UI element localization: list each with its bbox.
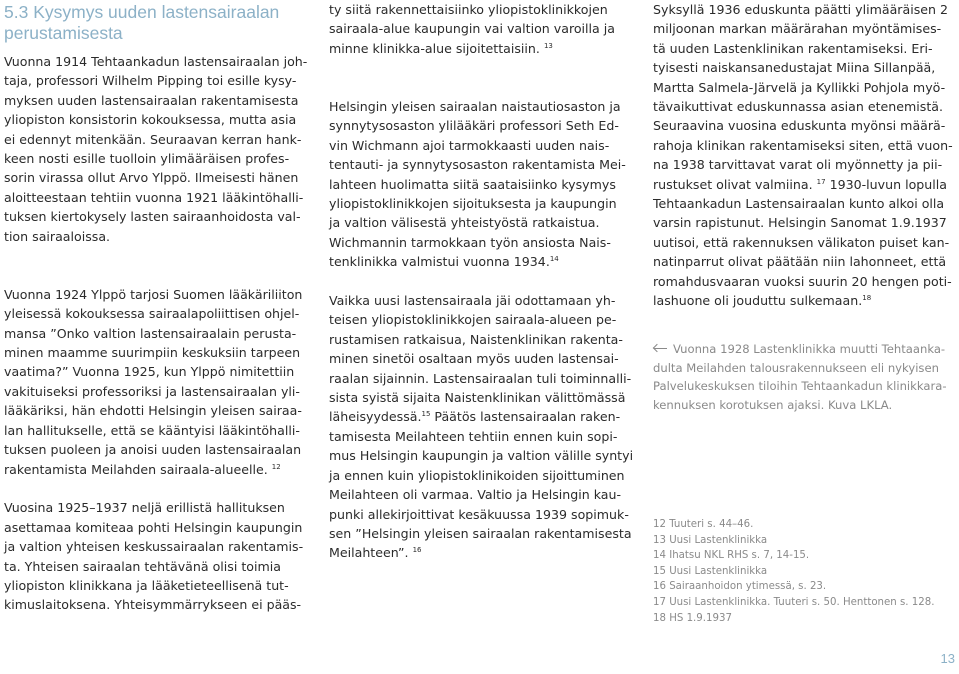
text-line: tamisesta Meilahteen tehtiin ennen kuin sopi- — [329, 428, 618, 444]
paragraph — [653, 0, 958, 311]
section-title-line: perustamisesta — [4, 23, 123, 43]
text-line: tion sairaaloissa. — [4, 228, 111, 244]
text-line: varsin rapistunut. Helsingin Sanomat 1.9.1937 — [653, 215, 947, 231]
text-line: raalan sijainnin. Lastensairaalan tuli toiminnalli- — [329, 370, 632, 386]
text-line: sista syistä sijaita Naistenklinikan välittömässä — [329, 390, 626, 406]
footnote-ref: 16 — [412, 546, 422, 555]
text-line: sorin virassa ollut Arvo Ylppö. Ilmeisesti hänen — [4, 170, 299, 186]
text-line: yliopiston konsistorin kokouksessa, mutta asia — [4, 112, 297, 128]
text-line: mansa ”Onko valtion lastensairaalain perusta- — [4, 325, 297, 341]
text-line: kimuslaitoksena. Yhteisymmärrykseen ei pääs- — [4, 597, 302, 613]
text-line: Vuosina 1925–1937 neljä erillistä hallituksen — [4, 500, 285, 516]
text-line: Seuraavina vuosina eduskunta myönsi määrä- — [653, 118, 946, 134]
caption-line — [653, 340, 958, 359]
footnote-ref: 12 — [271, 462, 281, 471]
text-line: rustamisen ratkaisua, Naistenklinikan rakenta- — [329, 331, 623, 347]
text-span: Päätös lastensairaalan raken- — [430, 409, 621, 425]
text-line: Vaikka uusi lastensairaala jäi odottamaan yh- — [329, 293, 616, 309]
text-line: Martta Salmela-Järvelä ja Kyllikki Pohjola myö- — [653, 79, 946, 95]
text-line: Wichmannin tarmokkaan työn ansiosta Nais- — [329, 234, 611, 250]
text-line: mus Helsingin kaupungin ja valtion välille syntyi — [329, 448, 634, 464]
text-span: rustukset olivat valmiina. — [653, 176, 813, 192]
text-line: ei edennyt mitenkään. Seuraavan kerran hank- — [4, 131, 302, 147]
text-line: tuksen kiertokysely lasten sairaanhoidosta val- — [4, 209, 301, 225]
text-span: läheisyydessä. — [329, 409, 422, 425]
text-line — [329, 39, 635, 58]
text-line — [329, 543, 635, 562]
footnote: 16 Sairaanhoidon ytimessä, s. 23. — [653, 581, 827, 593]
footnote-ref: 18 — [862, 294, 872, 303]
text-line: keen nosti esille tuolloin ylimääräisen profes- — [4, 151, 290, 167]
footnote: 13 Uusi Lastenklinikka — [653, 534, 768, 546]
text-line: Vuonna 1924 Ylppö tarjosi Suomen lääkäriliiton — [4, 286, 303, 302]
text-line: tä uuden Lastenklinikan rakentamiseksi. Eri- — [653, 40, 933, 56]
text-line: lääkäriksi, hän ehdotti Helsingin yleisen sairaa- — [4, 403, 302, 419]
text-line: rahoja klinikan rakentamiseksi siten, että vuon- — [653, 137, 953, 153]
paragraph — [329, 0, 635, 58]
text-line: lahteen huolimatta siitä saataisiinko kysymys — [329, 176, 616, 192]
text-line: tävaikuttivat eduskunnassa asian etenemistä. — [653, 99, 944, 115]
text-span: Vuonna 1928 Lastenklinikka muutti Tehtaanka- — [673, 342, 946, 356]
text-line: myksen uuden lastensairaalan rakentamisesta — [4, 92, 299, 108]
text-span: minne klinikka-alue sijoitettaisiin. — [329, 40, 540, 56]
footnote: 14 Ihatsu NKL RHS s. 7, 14-15. — [653, 550, 810, 562]
footnote-ref: 13 — [543, 41, 553, 50]
text-line: sairaala-alue kaupungin vai valtion varoilla ja — [329, 21, 615, 37]
footnote: 17 Uusi Lastenklinikka. Tuuteri s. 50. Henttonen s. 128. — [653, 596, 935, 608]
footnote-ref: 14 — [549, 255, 559, 264]
arrow-left-icon — [653, 344, 667, 353]
column-middle — [329, 0, 635, 563]
text-line: synnytysosaston ylilääkäri professori Seth Ed- — [329, 118, 619, 134]
text-line: ja valtion yhteisen keskussairaalan rakentamis- — [4, 539, 304, 555]
text-line: yliopiston klinikkana ja lääketieteellisenä tut- — [4, 577, 289, 593]
text-line — [653, 175, 958, 194]
text-span: 1930-luvun lopulla — [825, 176, 947, 192]
text-line: aloitteestaan tehtiin vuonna 1921 lääkintöhalli- — [4, 189, 304, 205]
text-line: sen ”Helsingin yleisen sairaalan rakentamisesta — [329, 525, 632, 541]
footnote: 12 Tuuteri s. 44–46. — [653, 519, 754, 530]
text-line: tyisesti naiskansanedustajat Miina Sillanpää, — [653, 60, 936, 76]
footnote-ref: 17 — [816, 177, 826, 186]
text-line: Helsingin yleisen sairaalan naistautiosaston ja — [329, 99, 621, 114]
text-line: Tehtaankadun Lastensairaalan kunto alkoi olla — [653, 196, 945, 212]
text-line: Vuonna 1914 Tehtaankadun lastensairaalan joh- — [4, 54, 308, 69]
text-line — [329, 407, 635, 426]
footnote: 18 HS 1.9.1937 — [653, 612, 732, 624]
text-line: vaatima?” Vuonna 1925, kun Ylppö nimitettiin — [4, 364, 295, 380]
text-line: lan hallitukselle, että se kääntyisi lääkintöhalli- — [4, 422, 300, 438]
caption-line: dulta Meilahden talousrakennukseen eli nykyisen — [653, 360, 939, 375]
text-line — [329, 252, 635, 271]
text-line: na 1938 tarvittavat varat oli myönnetty ja pii- — [653, 157, 943, 173]
paragraph — [4, 285, 309, 479]
footnotes — [653, 517, 958, 626]
text-line: minen sinetöi osaltaan myös uuden lastensai- — [329, 351, 619, 367]
text-line: romahdusvaaran vuoksi suurin 20 hengen poti- — [653, 273, 952, 289]
column-left — [4, 0, 309, 615]
page-number: 13 — [940, 651, 955, 666]
text-line: teisen yliopistoklinikkojen sairaala-alueen pe- — [329, 312, 617, 328]
text-line: minen maamme suurimpiin keskuksiin tarpeen — [4, 345, 301, 361]
text-line: uutisoi, että rakennuksen välikaton puiset kan- — [653, 234, 950, 250]
caption-line: kennuksen korotuksen ajaksi. Kuva LKLA. — [653, 398, 893, 413]
text-line: miljoonan markan määrärahan myöntämises- — [653, 21, 942, 37]
text-line: punki allekirjoittivat kesäkuussa 1939 sopimuk- — [329, 506, 629, 522]
text-line: natinparrut olivat päätään niin lahonneet, että — [653, 254, 947, 270]
paragraph — [329, 291, 635, 563]
text-span: Meilahteen”. — [329, 545, 409, 561]
text-line: ta. Yhteisen sairaalan tehtävänä olisi toimia — [4, 558, 281, 574]
text-line: ja ennen kuin yliopistoklinikoiden sijoittuminen — [329, 467, 625, 483]
text-line — [4, 460, 309, 479]
footnote-ref: 15 — [421, 410, 431, 419]
text-line: tuksen puoleen ja anoisi uuden lastensairaalan — [4, 442, 302, 458]
text-line: yleisessä kokouksessa sairaalapoliittisen ohjel- — [4, 306, 300, 322]
text-line: tentauti- ja synnytysosaston rakentamista Mei- — [329, 157, 626, 173]
paragraph — [329, 97, 635, 272]
caption-line: Palvelukeskuksen tiloihin Tehtaankadun klinikkara- — [653, 379, 947, 394]
text-line: asettamaa komiteaa pohti Helsingin kaupungin — [4, 519, 303, 535]
text-line: Syksyllä 1936 eduskunta päätti ylimääräisen 2 — [653, 2, 948, 17]
section-title — [4, 2, 309, 44]
text-span: tenklinikka valmistui vuonna 1934. — [329, 254, 550, 270]
text-line: Meilahteen oli varmaa. Valtio ja Helsingin kau- — [329, 487, 622, 503]
text-line: yliopistoklinikkojen sijoituksesta ja kaupungin — [329, 196, 617, 212]
image-caption — [653, 340, 958, 415]
text-line: taja, professori Wilhelm Pipping toi esille kysy- — [4, 73, 297, 89]
text-line — [653, 291, 958, 310]
text-line: ja valtion välisestä yhteistyöstä ratkaistua. — [329, 215, 600, 231]
text-span: lashuone oli jouduttu sulkemaan. — [653, 293, 863, 309]
footnote: 15 Uusi Lastenklinikka — [653, 565, 768, 577]
paragraph — [4, 52, 309, 246]
text-line: ty siitä rakennettaisiinko yliopistoklinikkojen — [329, 2, 608, 17]
text-line: vakituiseksi professoriksi ja lastensairaalan yli- — [4, 383, 300, 399]
text-line: vin Wichmann ajoi tarmokkaasti uuden nais- — [329, 137, 610, 153]
column-right — [653, 0, 958, 311]
text-span: rakentamista Meilahden sairaala-alueelle. — [4, 461, 268, 477]
section-title-line: 5.3 Kysymys uuden lastensairaalan — [4, 2, 280, 22]
paragraph — [4, 498, 309, 614]
